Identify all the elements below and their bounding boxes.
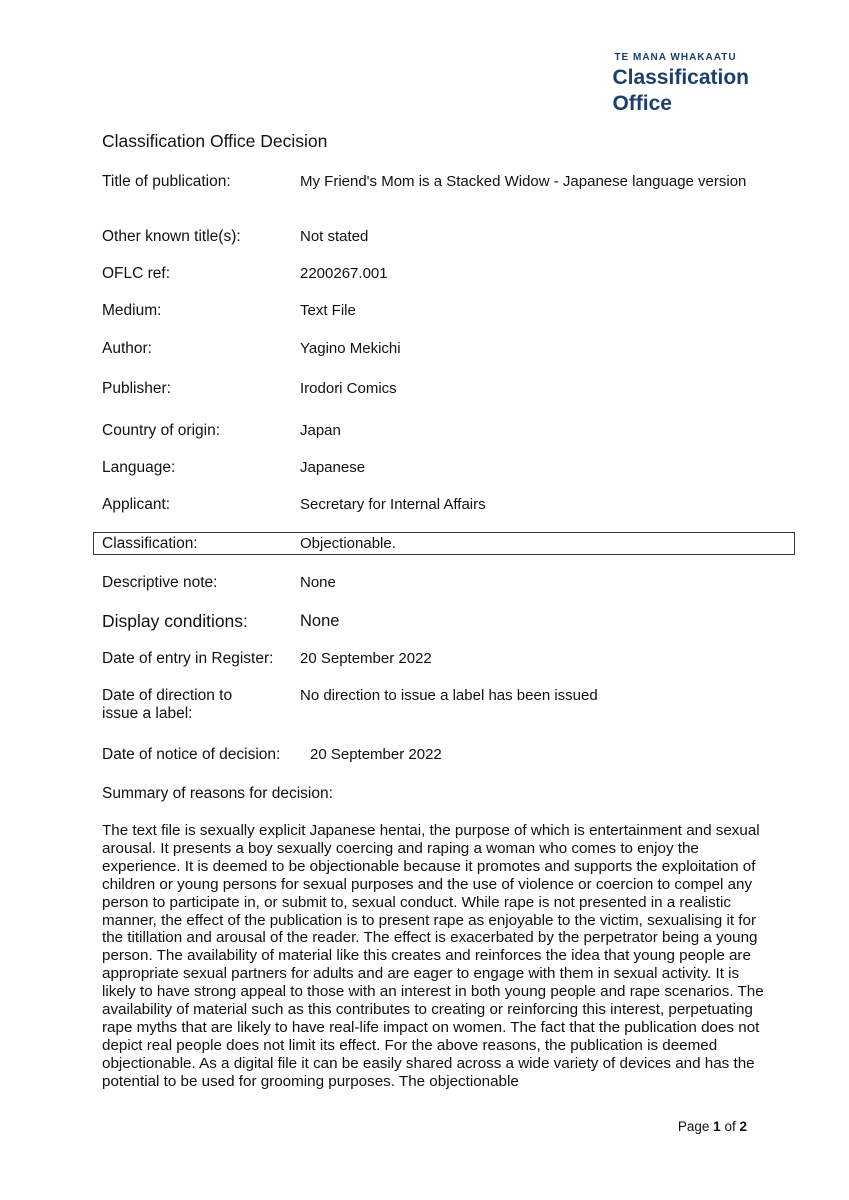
summary-heading: Summary of reasons for decision: [102, 785, 333, 802]
field-label: Display conditions: [102, 611, 248, 631]
summary-paragraph: The text file is sexually explicit Japanese hentai, the purpose of which is entertainment and sexual arousal. It presents a boy sexually coercing and raping a woman who comes to enjoy the experience. It is deemed to be objectionable because it promotes and supports the exploitation of children or young persons for sexual purposes and the use of violence or coercion to compel any person to participate in, or submit to, sexual conduct. While rape is not presented in a realistic manner, the effect of the publication is to present rape as enjoyable to the victim, sexualising it for the titillation and arousal of the reader. The effect is exacerbated by the perpetrator being a young person. The availability of material like this creates and reinforces the idea that young people are appropriate sexual partners for adults and are eager to engage with them in sexual activity. It is likely to have strong appeal to those with an interest in both young people and rape scenarios. The availability of material such as this contributes to creating or reinforcing this interest, perpetuating rape myths that are likely to have real-life impact on women. The fact that the publication does not depict real people does not limit its effect. For the above reasons, the publication is deemed objectionable. As a digital file it can be easily shared across a wide variety of devices and has the potential to be used for grooming purposes. The objectionable [102, 822, 764, 1090]
field-label: Author: [102, 340, 152, 357]
logo-line1: Classification [612, 66, 749, 89]
page-word: Page [677, 1119, 710, 1134]
page-footer [678, 1119, 747, 1134]
field-label: Other known title(s): [102, 228, 241, 245]
field-label: Date of notice of decision: [102, 746, 281, 763]
page-total: 2 [739, 1119, 747, 1134]
field-value: Not stated [300, 228, 369, 245]
logo-line2: Office [612, 92, 672, 115]
field-label: Country of origin: [102, 422, 221, 439]
field-label: Applicant: [102, 496, 171, 513]
field-value: Irodori Comics [300, 380, 397, 397]
logo-subtitle: TE MANA WHAKAATU [614, 52, 737, 63]
field-value: Text File [300, 302, 356, 319]
field-label: Language: [102, 459, 176, 476]
field-value: None [300, 574, 336, 591]
classification-office-logo [612, 52, 749, 115]
field-value: Japan [300, 422, 341, 439]
field-label: Title of publication: [102, 173, 231, 190]
field-label: Publisher: [102, 380, 171, 397]
field-label: Classification: [102, 535, 198, 552]
field-value: 20 September 2022 [300, 650, 432, 667]
field-value: 20 September 2022 [310, 746, 442, 763]
field-value: 2200267.001 [300, 265, 388, 282]
field-label: Medium: [102, 302, 162, 319]
field-value: Japanese [300, 459, 366, 476]
field-label: OFLC ref: [102, 265, 171, 282]
field-label: Descriptive note: [102, 574, 218, 591]
field-label: Date of entry in Register: [102, 650, 274, 667]
page-title: Classification Office Decision [102, 131, 328, 151]
field-label: Date of direction to issue a label: [102, 687, 233, 722]
of-word: of [724, 1119, 736, 1134]
field-value: Objectionable. [300, 535, 396, 552]
page-current: 1 [713, 1119, 721, 1134]
field-value: My Friend's Mom is a Stacked Widow - Japanese language version [300, 173, 747, 190]
field-value: Yagino Mekichi [300, 340, 401, 357]
field-value: No direction to issue a label has been issued [300, 687, 598, 704]
field-value: None [300, 612, 340, 630]
field-value: Secretary for Internal Affairs [300, 496, 486, 513]
